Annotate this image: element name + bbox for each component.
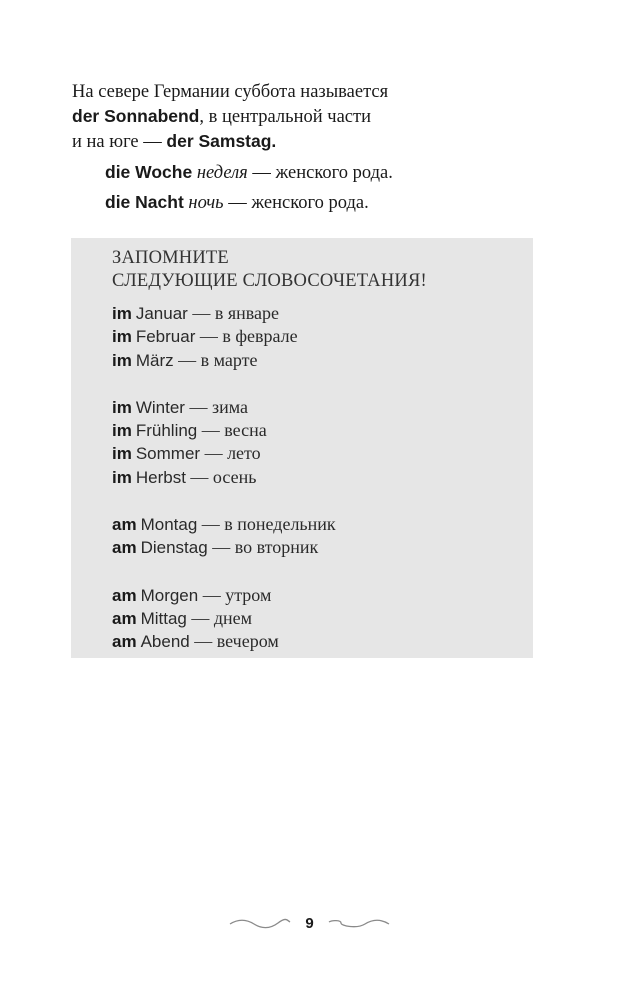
box-title <box>112 247 427 293</box>
phrase-article: am <box>112 585 137 605</box>
phrase-article: am <box>112 632 137 652</box>
phrase-russian: осень <box>212 466 257 487</box>
phrases-box <box>71 238 533 658</box>
intro-line-1: На севере Германии суббота называется <box>72 82 389 102</box>
phrase-russian: зима <box>211 396 248 417</box>
phrase-row <box>112 536 336 559</box>
intro-line-2 <box>72 104 552 129</box>
phrase-group <box>112 396 336 489</box>
phrase-row <box>112 630 336 653</box>
phrase-dash: — <box>187 303 215 323</box>
phrase-russian: весна <box>224 420 267 441</box>
phrase-russian: в январе <box>214 303 279 323</box>
phrase-german: Montag <box>140 515 198 535</box>
phrase-article: im <box>112 327 132 347</box>
phrase-russian: утром <box>225 584 272 605</box>
phrase-article: im <box>112 421 132 441</box>
intro-line-3 <box>72 129 552 154</box>
phrase-russian: лето <box>227 443 261 464</box>
phrase-article: am <box>112 515 137 535</box>
phrase-german: Abend <box>140 632 190 652</box>
phrase-dash: — <box>207 537 235 558</box>
phrase-article: im <box>112 350 132 370</box>
phrase-dash: — <box>197 514 225 535</box>
phrase-german: Morgen <box>140 585 199 605</box>
phrase-row <box>112 442 336 465</box>
page-footer <box>0 914 619 944</box>
phrase-article: am <box>112 608 137 628</box>
phrase-russian: во вторник <box>234 537 319 558</box>
note-translation: ночь <box>188 193 224 213</box>
phrase-german: März <box>135 350 174 370</box>
phrase-russian: в марте <box>200 349 258 370</box>
phrase-row <box>112 419 336 442</box>
term-sonnabend: der Sonnabend <box>72 106 200 126</box>
phrase-german: Frühling <box>135 421 198 441</box>
note-rest: — женского рода. <box>247 163 393 183</box>
phrase-dash: — <box>200 443 228 464</box>
intro-line-3-text: и на юге — <box>72 132 167 152</box>
phrase-groups <box>112 302 336 678</box>
note-nacht <box>72 190 552 215</box>
phrase-dash: — <box>173 349 201 370</box>
phrase-group <box>112 584 336 654</box>
phrase-row <box>112 325 336 348</box>
phrase-dash: — <box>189 631 217 652</box>
phrase-article: im <box>112 397 132 417</box>
phrase-russian: в понедельник <box>224 514 336 535</box>
phrase-row <box>112 584 336 607</box>
note-translation: неделя <box>196 163 248 183</box>
phrase-russian: вечером <box>216 631 279 652</box>
wave-ornament-right-icon <box>328 917 390 929</box>
phrase-dash: — <box>186 607 214 628</box>
phrase-german: Sommer <box>135 444 201 464</box>
phrase-row <box>112 396 336 419</box>
wave-ornament-left-icon <box>229 917 291 929</box>
note-word: die Nacht <box>105 192 184 212</box>
phrase-row <box>112 513 336 536</box>
phrase-group <box>112 302 336 372</box>
term-samstag: der Samstag. <box>166 131 277 151</box>
phrase-dash: — <box>197 420 225 441</box>
phrase-article: im <box>112 467 132 487</box>
phrase-row <box>112 302 336 325</box>
box-title-line-1: ЗАПОМНИТЕ <box>112 248 229 268</box>
phrase-german: Januar <box>135 304 188 323</box>
phrase-row <box>112 607 336 630</box>
box-title-line-2: СЛЕДУЮЩИЕ СЛОВОСОЧЕТАНИЯ! <box>112 271 427 291</box>
phrase-row <box>112 349 336 372</box>
note-rest: — женского рода. <box>223 193 369 213</box>
phrase-russian: днем <box>213 607 253 628</box>
intro-line-2-text: , в центральной части <box>199 107 371 127</box>
phrase-dash: — <box>184 396 212 417</box>
phrase-german: Winter <box>135 397 185 417</box>
phrase-russian: в феврале <box>222 326 298 347</box>
phrase-article: am <box>112 538 137 558</box>
phrase-dash: — <box>195 326 223 347</box>
phrase-german: Herbst <box>135 467 186 487</box>
page-number: 9 <box>305 914 314 932</box>
phrase-german: Dienstag <box>140 538 208 558</box>
phrase-group <box>112 513 336 560</box>
phrase-german: Februar <box>135 327 196 347</box>
phrase-dash: — <box>185 466 213 487</box>
note-woche <box>72 160 552 185</box>
phrase-article: im <box>112 304 132 323</box>
phrase-row <box>112 466 336 489</box>
phrase-german: Mittag <box>140 608 187 628</box>
note-word: die Woche <box>105 162 193 182</box>
intro-paragraph <box>72 80 552 215</box>
phrase-article: im <box>112 444 132 464</box>
phrase-dash: — <box>198 584 226 605</box>
